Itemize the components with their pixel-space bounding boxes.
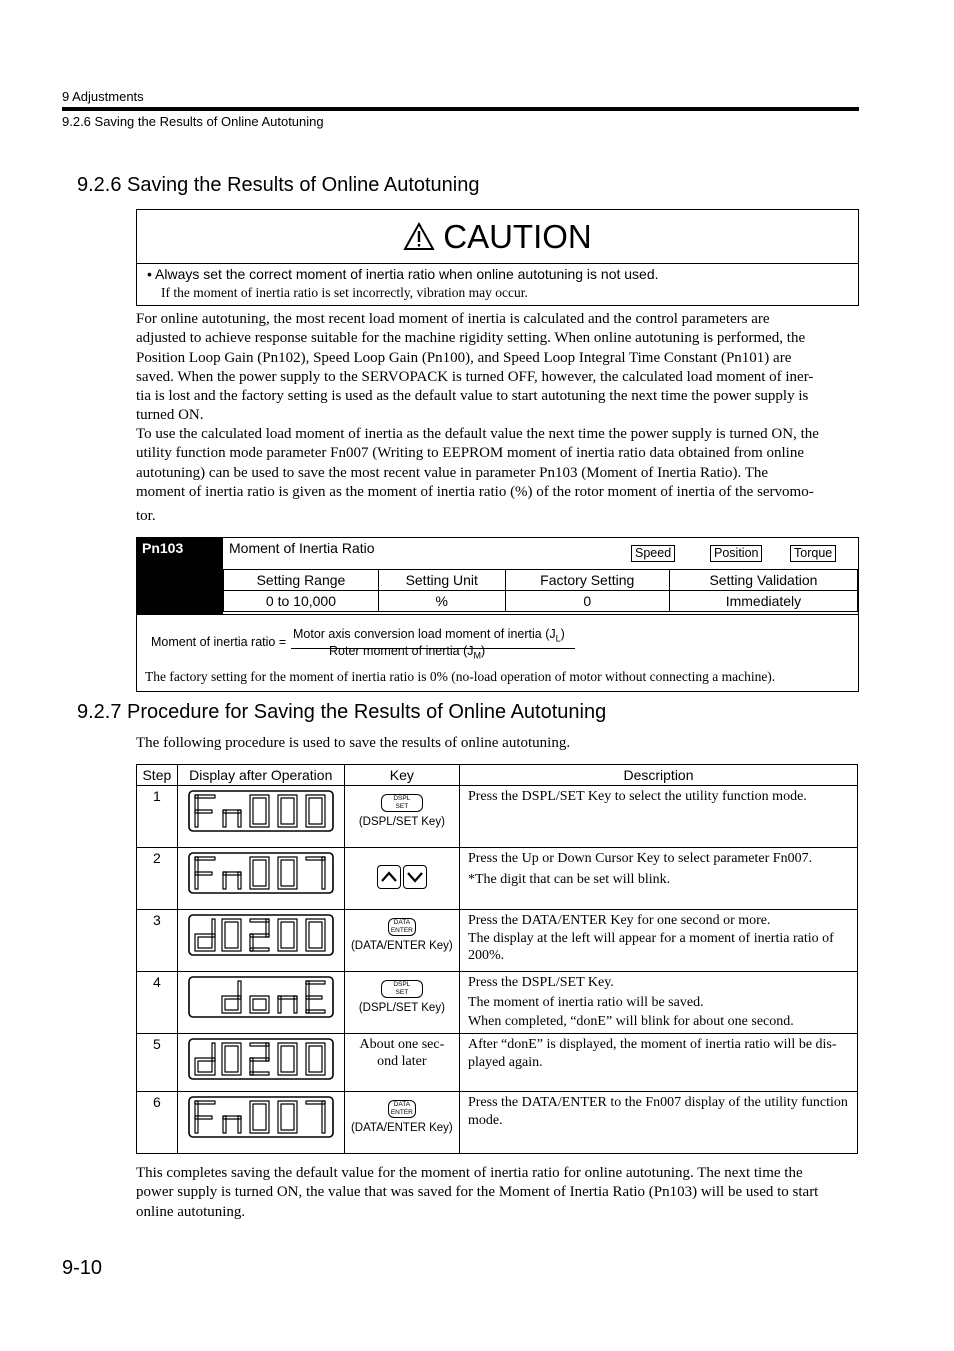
text-line: To use the calculated load moment of inertia as the default value the next time the power supply is turned ON, the (136, 426, 819, 442)
text-line: tor. (136, 508, 156, 525)
up-arrow-key-icon (377, 865, 401, 889)
caution-title: CAUTION (443, 217, 592, 255)
description-line: Press the Up or Down Cursor Key to select parameter Fn007. (467, 851, 813, 866)
badge-position: Position (710, 545, 762, 562)
seven-segment-display (188, 1096, 334, 1138)
key-cell (344, 848, 459, 910)
badge-speed: Speed (631, 545, 675, 562)
table-row (137, 848, 858, 910)
header-display: Display after Operation (177, 765, 344, 786)
body-paragraph-2 (136, 425, 858, 526)
description-line: The display at the left will appear for a moment of inertia ratio of (467, 930, 834, 946)
display-cell (177, 786, 344, 848)
procedure-intro: The following procedure is used to save the results of online autotuning. (136, 735, 571, 751)
seven-segment-display (188, 1038, 334, 1080)
text-line: online autotuning. (136, 1203, 246, 1220)
key-label: (DATA/ENTER Key) (350, 940, 453, 952)
key-label: (DSPL/SET Key) (358, 816, 445, 828)
description-cell (459, 1034, 857, 1092)
data-enter-key-icon: DATA ENTER (388, 1100, 416, 1118)
text-line: utility function mode parameter Fn007 (Writing to EEPROM moment of inertia ratio data obtained from online (136, 445, 804, 462)
caution-note: If the moment of inertia ratio is set incorrectly, vibration may occur. (161, 285, 528, 300)
value-setting-range: 0 to 10,000 (224, 591, 379, 612)
value-factory-setting: 0 (505, 591, 669, 612)
parameter-settings-table (223, 569, 858, 612)
text-line: This completes saving the default value for the moment of inertia ratio for online autotuning. The next time the (136, 1165, 803, 1181)
dspl-set-key-icon: DSPL SET (381, 794, 423, 812)
description-line: Press the DSPL/SET Key. (467, 975, 614, 990)
down-arrow-key-icon (403, 865, 427, 889)
parameter-box (136, 537, 859, 692)
seven-segment-display (188, 790, 334, 832)
description-cell (459, 786, 857, 848)
description-line: After “donE” is displayed, the moment of inertia ratio will be dis- (467, 1037, 837, 1052)
header-rule (62, 107, 859, 111)
header-description: Description (459, 765, 857, 786)
header-factory-setting: Factory Setting (505, 570, 669, 591)
description-line: Press the DSPL/SET Key to select the utility function mode. (467, 789, 807, 804)
header-setting-validation: Setting Validation (669, 570, 857, 591)
formula-label: Moment of inertia ratio = (151, 635, 287, 649)
caution-bullet: • Always set the correct moment of inertia ratio when online autotuning is not used. (147, 266, 659, 282)
procedure-header-row (137, 765, 858, 786)
table-row (137, 1092, 858, 1154)
step-number: 3 (137, 910, 178, 972)
description-cell (459, 972, 857, 1034)
key-label: (DSPL/SET Key) (358, 1002, 445, 1014)
text-line: For online autotuning, the most recent load moment of inertia is calculated and the control parameters are (136, 311, 770, 327)
description-line: 200%. (467, 948, 505, 963)
display-cell (177, 972, 344, 1034)
display-cell (177, 848, 344, 910)
table-row (137, 972, 858, 1034)
dspl-set-key-icon: DSPL SET (381, 980, 423, 998)
step-number: 4 (137, 972, 178, 1034)
seven-segment-display (188, 976, 334, 1018)
description-cell (459, 848, 857, 910)
description-line: mode. (467, 1112, 503, 1128)
text-line: power supply is turned ON, the value that was saved for the Moment of Inertia Ratio (Pn103) will be used to start (136, 1184, 819, 1201)
header-key: Key (344, 765, 459, 786)
section-title-926: 9.2.6 Saving the Results of Online Autotuning (77, 174, 480, 196)
seven-segment-display (188, 852, 334, 894)
value-setting-unit: % (378, 591, 505, 612)
step-number: 1 (137, 786, 178, 848)
table-row (137, 1034, 858, 1092)
description-line: Press the DATA/ENTER Key for one second or more. (467, 913, 771, 928)
page-number: 9-10 (62, 1257, 103, 1279)
display-cell (177, 1034, 344, 1092)
formula-numerator: Motor axis conversion load moment of inertia $(J_L)$ (293, 627, 565, 644)
key-cell (344, 910, 459, 972)
section-title-927: 9.2.7 Procedure for Saving the Results of Online Autotuning (77, 701, 607, 723)
parameter-name: Moment of Inertia Ratio (229, 540, 375, 556)
description-line: *The digit that can be set will blink. (467, 871, 671, 887)
text-line: adjusted to achieve response suitable for the machine rigidity setting. When online autotuning is performed, the (136, 330, 806, 347)
parameter-id: Pn103 (137, 538, 223, 614)
key-cell (344, 1092, 459, 1154)
description-line: The moment of inertia ratio will be saved. (467, 994, 704, 1010)
key-cell (344, 1034, 459, 1092)
parameter-divider (137, 614, 858, 615)
conclusion-paragraph (136, 1164, 858, 1222)
badge-torque: Torque (790, 545, 836, 562)
chapter-header: 9 Adjustments (62, 89, 144, 104)
data-enter-key-icon: DATA ENTER (388, 918, 416, 936)
description-line: played again. (467, 1054, 543, 1070)
description-line: Press the DATA/ENTER to the Fn007 display of the utility function (467, 1095, 848, 1110)
key-text-line: About one sec- (359, 1037, 445, 1052)
step-number: 6 (137, 1092, 178, 1154)
formula-denominator: Roter moment of inertia $(J_M)$ (329, 644, 486, 661)
key-cell (344, 972, 459, 1034)
header-step: Step (137, 765, 178, 786)
description-cell (459, 910, 857, 972)
text-line: tia is lost and the factory setting is used as the default value to start autotuning the next time the power supply is (136, 388, 809, 405)
text-line: autotuning) can be used to save the most recent value in parameter Pn103 (Moment of Inertia Ratio). The (136, 464, 769, 481)
display-cell (177, 910, 344, 972)
description-cell (459, 1092, 857, 1154)
description-line: When completed, “donE” will blink for about one second. (467, 1014, 794, 1029)
text-line: saved. When the power supply to the SERVOPACK is turned OFF, however, the calculated load moment of iner- (136, 368, 814, 385)
procedure-table (136, 764, 858, 1154)
caution-box (136, 209, 859, 306)
body-paragraph-1 (136, 310, 858, 426)
display-cell (177, 1092, 344, 1154)
text-line: turned ON. (136, 407, 204, 424)
seven-segment-display (188, 914, 334, 956)
section-header: 9.2.6 Saving the Results of Online Autotuning (62, 114, 324, 129)
warning-triangle-icon (403, 222, 435, 251)
key-cell (344, 786, 459, 848)
parameter-note: The factory setting for the moment of inertia ratio is 0% (no-load operation of motor without connecting a machine). (145, 669, 776, 684)
caution-header (137, 210, 858, 264)
value-setting-validation: Immediately (669, 591, 857, 612)
text-line: Position Loop Gain (Pn102), Speed Loop Gain (Pn100), and Speed Loop Integral Time Constant (Pn101) are (136, 349, 792, 366)
text-line: moment of inertia ratio is given as the moment of inertia ratio (%) of the rotor moment of inertia of the servomo- (136, 483, 814, 500)
header-setting-unit: Setting Unit (378, 570, 505, 591)
key-text-line: ond later (377, 1054, 427, 1069)
header-setting-range: Setting Range (224, 570, 379, 591)
step-number: 2 (137, 848, 178, 910)
table-row (137, 910, 858, 972)
key-label: (DATA/ENTER Key) (350, 1122, 453, 1134)
step-number: 5 (137, 1034, 178, 1092)
table-row (137, 786, 858, 848)
